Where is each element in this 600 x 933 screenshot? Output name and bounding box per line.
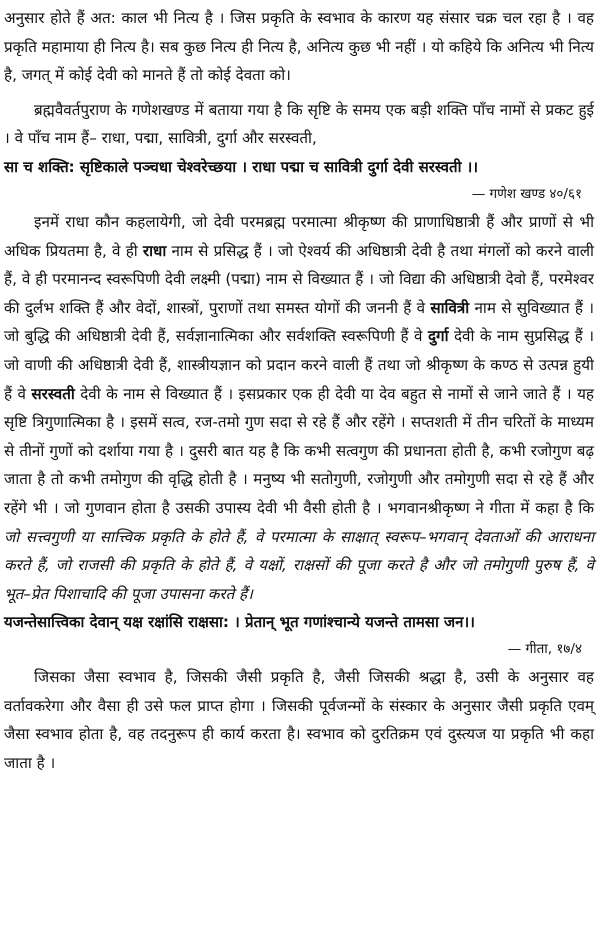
paragraph-3-part-e: देवी के नाम सुप्रसिद्ध हैं । जो वाणी की अधिष्ठात्री देवी हैं, शास्त्रीयज्ञान को प्रदान करने वाली हैं तथा जो श्रीकृष्ण के कण्ठ से उत्पन्न हुयी हैं वे: [4, 327, 594, 403]
paragraph-2-text: ब्रह्मवैवर्तपुराण के गणेशखण्ड में बताया गया है कि सृष्टि के समय एक बड़ी शक्ति पाँच नामों से प्रकट हुई । वे पाँच नाम हैं– राधा, पद्मा, सावित्री, दुर्गा और सरस्वती,: [4, 100, 594, 148]
verse-gita-text: यजन्तेसात्त्विका देवान् यक्ष रक्षांसि राक्षसा: । प्रेतान् भूत गणांश्चान्ये यजन्ते तामसा जन।।: [4, 613, 475, 632]
paragraph-4: [4, 663, 594, 777]
paragraph-3-part-f: देवी के नाम से विख्यात हैं । इसप्रकार एक ही देवी या देव बहुत से नामों से जाने जाते हैं । यह सृष्टि त्रिगुणात्मिका है । इसमें सत्व, रज-तमो गुण सदा से रहे हैं और रहेंगे । सप्तशती में तीन चरितों के माध्यम से तीनों गुणों को दर्शाया गया है । दुसरी बात यह है कि कभी सत्वगुण की प्रधानता होती है, कभी रजोगुण बढ़ जाता है तो कभी तमोगुण की वृद्धि होती है । मनुष्य भी सतोगुणी, रजोगुणी और तमोगुणी सदा से रहे हैं और रहेंगे भी । जो गुणवान होता है उसकी उपास्य देवी भी वैसी होती है । भगवानश्रीकृष्ण ने गीता में कहा है कि: [4, 384, 594, 517]
paragraph-2: [4, 96, 594, 153]
paragraph-1-text: अनुसार होते हैं अत: काल भी नित्य है । जिस प्रकृति के स्वभाव के कारण यह संसार चक्र चल रहा है । वह प्रकृति महामाया ही नित्य है। सब कुछ नित्य ही नित्य है, अनित्य कुछ भी नहीं । यो कहिये कि अनित्य भी नित्य है, जगत् में कोई देवी को मानते हैं तो कोई देवता को।: [4, 9, 594, 85]
verse-ganesh-khand-reference: [4, 181, 582, 208]
verse-ganesh-khand: [4, 153, 594, 181]
reference-text: — गीता, १७/४: [507, 641, 582, 658]
durga-term: दुर्गा: [427, 327, 449, 346]
verse-gita-reference: [4, 636, 582, 663]
paragraph-3: [4, 208, 594, 608]
savitri-term: सावित्री: [430, 298, 470, 317]
paragraph-3-part-d: नाम से सुविख्यात हैं । जो बुद्धि की अधिष्ठात्री देवी हैं, सर्वज्ञानात्मिका और सर्वशक्ति स्वरूपिणी हैं वे: [4, 298, 594, 346]
paragraph-3-part-a: इनमें राधा कौन कहलायेगी, जो देवी परमब्रह्म परमात्मा श्रीकृष्ण की प्राणाधिष्ठात्री हैं और प्राणों से भी अधिक प्रियतमा है, वे ही: [4, 212, 594, 260]
reference-text: — गणेश खण्ड ४०/६१: [471, 185, 582, 202]
radha-term: राधा: [142, 241, 167, 260]
verse-gita: [4, 608, 594, 636]
gita-italic-quote: जो सत्त्वगुणी या सात्त्विक प्रकृति के होते हैं, वे परमात्मा के साक्षात् स्वरूप–भगवान् देवताओं की आराधना करते हैं, जो राजसी की प्रकृति के होते हैं, वे यक्षों, राक्षसों की पूजा करते है और जो तमोगुणी पुरुष हैं, वे भूत–प्रेत पिशाचादि की पूजा उपासना करते हैं।: [4, 527, 594, 603]
paragraph-4-text: जिसका जैसा स्वभाव है, जिसकी जैसी प्रकृति है, जैसी जिसकी श्रद्धा है, उसी के अनुसार वह वर्तावकरेगा और वैसा ही उसे फल प्राप्त होगा । जिसकी पूर्वजन्मों के संस्कार के अनुसार जैसी प्रकृति एवम् जैसा स्वभाव होता है, वह तदनुरूप ही कार्य करता है। स्वभाव को दुरतिक्रम एवं दुस्त्यज या प्रकृति भी कहा जाता है ।: [4, 668, 594, 773]
paragraph-1: [4, 4, 594, 90]
verse-ganesh-khand-text: सा च शक्ति: सृष्टिकाले पञ्चधा चेश्वरेच्छया । राधा पद्मा च सावित्री दुर्गा देवी सरस्वती ।।: [4, 157, 479, 176]
saraswati-term: सरस्वती: [31, 384, 75, 403]
paragraph-3-part-c: नाम से प्रसिद्ध हैं । जो ऐश्वर्य की अधिष्ठात्री देवी है तथा मंगलों को करने वाली हैं, वे ही परमानन्द स्वरूपिणी देवी लक्ष्मी (पद्मा) नाम से विख्यात हैं । जो विद्या की अधिष्ठात्री देवो हैं, परमेश्वर की दुर्लभ शक्ति हैं और वेदों, शास्त्रों, पुराणों तथा समस्त योगों की जननी हैं वे: [4, 241, 594, 317]
